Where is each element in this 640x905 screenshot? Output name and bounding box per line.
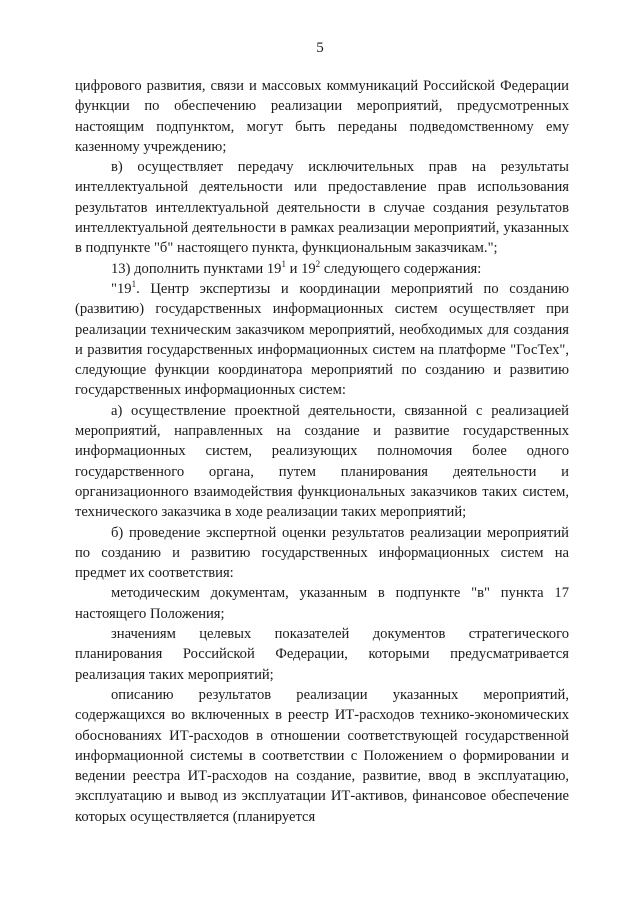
- paragraph-text: . Центр экспертизы и координации мероприятий по созданию (развитию) государственных информационных систем осуществляет при реализации техническим заказчиком мероприятий, необходимых для создания и развития государственных информационных систем на платформе "ГосТех", следующие функции координатора мероприятий по созданию и развитию государственных информационных систем:: [75, 280, 569, 399]
- superscript: 1: [281, 258, 286, 269]
- paragraph-text: методическим документам, указанным в подпункте "в" пункта 17 настоящего Положения;: [75, 585, 569, 622]
- paragraph-text: следующего содержания:: [320, 260, 482, 277]
- paragraph: [75, 76, 569, 157]
- page-number: 5: [316, 40, 324, 56]
- paragraph-text: и 19: [285, 260, 316, 277]
- paragraph-text: цифрового развития, связи и массовых коммуникаций Российской Федерации функции по обеспечению реализации мероприятий, предусмотренных настоящим подпунктом, могут быть переданы подведомственному ему казенному учреждению;: [75, 78, 569, 155]
- paragraph-text: в) осуществляет передачу исключительных прав на результаты интеллектуальной деятельности или предоставление прав использования результатов интеллектуальной деятельности в случае создания результатов интеллектуальной деятельности в рамках реализации мероприятий, указанных в подпункте "б" настоящего пункта, функциональным заказчикам.";: [75, 159, 569, 257]
- paragraph-text: а) осуществление проектной деятельности, связанной с реализацией мероприятий, направленных на создание и развитие государственных информационных систем, реализующих полномочия более одного государственного органа, путем планирования деятельности и организационного взаимодействия функциональных заказчиков таких систем, технического заказчика в ходе реализации таких мероприятий;: [75, 402, 569, 521]
- paragraph: [75, 279, 569, 401]
- paragraph: [75, 523, 569, 584]
- document-body: [75, 76, 569, 827]
- paragraph: [75, 685, 569, 827]
- paragraph: [75, 259, 569, 279]
- paragraph-text: значениям целевых показателей документов стратегического планирования Российской Федерации, которыми предусматривается реализация таких мероприятий;: [75, 626, 569, 683]
- paragraph-text: 13) дополнить пунктами 19: [111, 260, 282, 277]
- paragraph: [75, 583, 569, 624]
- paragraph-text: описанию результатов реализации указанных мероприятий, содержащихся во включенных в реестр ИТ-расходов технико-экономических обоснованиях ИТ-расходов в отношении соответствующей государственной информационной системы в соответствии с Положением о формировании и ведении реестра ИТ-расходов на создание, развитие, ввод в эксплуатацию, эксплуатацию и вывод из эксплуатации ИТ-активов, финансовое обеспечение которых осуществляется (планируется: [75, 686, 569, 825]
- paragraph: [75, 624, 569, 685]
- superscript: 1: [131, 278, 137, 289]
- paragraph-text: б) проведение экспертной оценки результатов реализации мероприятий по созданию и развитию государственных информационных систем на предмет их соответствия:: [75, 524, 569, 582]
- paragraph-text: "19: [111, 280, 132, 297]
- superscript: 2: [315, 258, 321, 269]
- paragraph: [75, 401, 569, 523]
- paragraph: [75, 157, 569, 258]
